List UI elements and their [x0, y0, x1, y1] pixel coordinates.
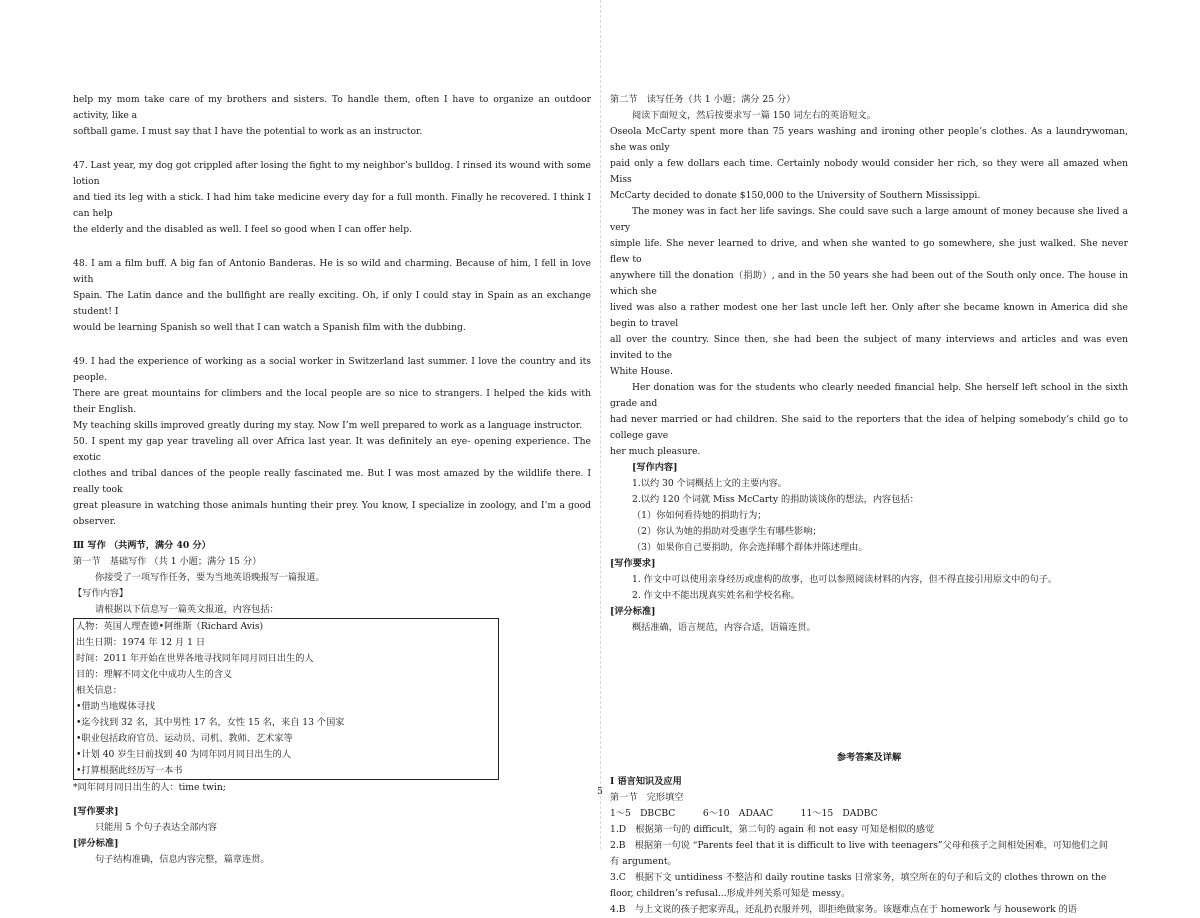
column-divider: [600, 0, 601, 849]
passage-line: had never married or had children. She said to the reporters that the idea of helping somebody’s child go to college gave: [610, 414, 1128, 441]
content-label: 【写作内容】: [73, 588, 129, 599]
passage-line: simple life. She never learned to drive, and when she wanted to go somewhere, she just walked. She never flew to: [610, 238, 1128, 265]
content-item: 1.以约 30 个词概括上文的主要内容。: [632, 478, 787, 489]
content-item: 2.以约 120 个词就 Miss McCarty 的捐助谈谈你的想法，内容包括：: [632, 494, 919, 505]
question-49-line: There are great mountains for climbers and the local people are so nice to strangers. I helped the kids with their English.: [73, 388, 591, 415]
passage-line: The money was in fact her life savings. She could save such a large amount of money because she lived a very: [610, 206, 1128, 233]
answer-explanation: 3.C 根据下文 untidiness 不整洁和 daily routine tasks 日常家务，填空所在的句子和后文的 clothes thrown on the: [610, 872, 1107, 883]
section2-heading: 第二节 读写任务（共 1 小题；满分 25 分）: [610, 94, 796, 105]
passage-line: anywhere till the donation（捐助）, and in the 50 years she had been out of the South only once. The house in which she: [610, 270, 1128, 297]
section1-heading: 第一节 基础写作 （共 1 小题；满分 15 分）: [73, 556, 262, 567]
requirements-item: 1. 作文中可以使用亲身经历或虚构的故事，也可以参照阅读材料的内容，但不得直接引用原文中的句子。: [632, 574, 1058, 585]
content-label: [写作内容]: [632, 462, 678, 473]
question-50-line: 50. I spent my gap year traveling all over Africa last year. It was definitely an eye- opening experience. The exotic: [73, 436, 591, 463]
question-50-line: clothes and tribal dances of the people really fascinated me. But I was most amazed by the wildlife there. I really took: [73, 468, 591, 495]
info-box-line: •迄今找到 32 名，其中男性 17 名，女性 15 名，来自 13 个国家: [76, 717, 345, 728]
info-box-line: 出生日期：1974 年 12 月 1 日: [76, 637, 206, 648]
info-box-line: •计划 40 岁生日前找到 40 为同年同月同日出生的人: [76, 749, 292, 760]
passage-line: paid only a few dollars each time. Certainly nobody would consider her rich, so they were all amazed when Miss: [610, 158, 1128, 185]
answers-section: I 语言知识及应用: [610, 776, 682, 787]
section1-task: 你接受了一项写作任务，要为当地英语晚报写一篇报道。: [95, 572, 325, 583]
requirements-label: [写作要求]: [73, 806, 119, 817]
section2-task: 阅读下面短文，然后按要求写一篇 150 词左右的英语短文。: [632, 110, 876, 121]
info-box-line: •职业包括政府官员、运动员、司机、教师、艺术家等: [76, 733, 293, 744]
question-48-line: Spain. The Latin dance and the bullfight are really exciting. Oh, if only I could stay in Spain as an exchange student! I: [73, 290, 591, 317]
question-49-line: 49. I had the experience of working as a social worker in Switzerland last summer. I love the country and its people.: [73, 356, 591, 383]
answer-explanation: 1.D 根据第一句的 difficult，第二句的 again 和 not easy 可知是相似的感觉: [610, 824, 935, 835]
scoring-label: [评分标准]: [610, 606, 656, 617]
content-subitem: （2）你认为她的捐助对受惠学生有哪些影响；: [632, 526, 822, 537]
passage-line: lived was also a rather modest one her last uncle left her. Only after she became known in America did she begin to travel: [610, 302, 1128, 329]
question-50-line: great pleasure in watching those animals hunting their prey. You know, I specialize in zoology, and I’m a good observer.: [73, 500, 591, 527]
scoring-text: 概括准确，语言规范，内容合适，语篇连贯。: [632, 622, 816, 633]
passage-line: her much pleasure.: [610, 446, 701, 457]
answer-keys: 1～5 DBCBC 6～10 ADAAC 11～15 DADBC: [610, 808, 878, 819]
content-subitem: （3）如果你自己要捐助，你会选择哪个群体并陈述理由。: [632, 542, 868, 553]
passage-line: McCarty decided to donate $150,000 to the University of Southern Mississippi.: [610, 190, 981, 201]
info-box-line: •借助当地媒体寻找: [76, 701, 155, 712]
requirements-label: [写作要求]: [610, 558, 656, 569]
info-box-line: 目的：理解不同文化中成功人生的含义: [76, 669, 233, 680]
passage-line: Her donation was for the students who clearly needed financial help. She herself left school in the sixth grade and: [610, 382, 1128, 409]
passage-line: all over the country. Since then, she had been the subject of many interviews and articles and was even invited to the: [610, 334, 1128, 361]
question-48-line: 48. I am a film buff. A big fan of Antonio Banderas. He is so wild and charming. Because of him, I fell in love with: [73, 258, 591, 285]
intro-line: softball game. I must say that I have the potential to work as an instructor.: [73, 126, 423, 137]
answer-explanation: 有 argument。: [610, 856, 677, 867]
left-column: [73, 92, 591, 868]
writing-heading: Ⅲ 写作 （共两节，满分 40 分）: [73, 540, 211, 551]
info-box: [73, 618, 499, 780]
content-subitem: （1）你如何看待她的捐助行为；: [632, 510, 767, 521]
answer-explanation: 2.B 根据第一句说 “Parents feel that it is difficult to live with teenagers”父母和孩子之间相处困难，可知他们之间: [610, 840, 1108, 851]
requirements-text: 只能用 5 个句子表达全部内容: [95, 822, 217, 833]
answer-explanation: floor, children’s refusal...形成并列关系可知是 messy。: [610, 888, 851, 899]
question-47-line: the elderly and the disabled as well. I feel so good when I can offer help.: [73, 224, 413, 235]
answers-title: 参考答案及详解: [836, 752, 902, 763]
info-box-line: •打算根据此经历写一本书: [76, 765, 183, 776]
info-box-line: 时间：2011 年开始在世界各地寻找同年同月同日出生的人: [76, 653, 314, 664]
passage-line: Oseola McCarty spent more than 75 years washing and ironing other people’s clothes. As a laundrywoman, she was only: [610, 126, 1128, 153]
page-number: 5: [597, 787, 603, 797]
answer-explanation: 4.B 与上文说的孩子把家弄乱，还乱扔衣服并列，即拒绝做家务。该题难点在于 homework 与 housework 的语: [610, 904, 1077, 915]
passage-line: White House.: [610, 366, 673, 377]
scoring-label: [评分标准]: [73, 838, 119, 849]
content-intro: 请根据以下信息写一篇英文报道，内容包括：: [95, 604, 279, 615]
question-47-line: and tied its leg with a stick. I had him take medicine every day for a full month. Finally he recovered. I think I can help: [73, 192, 591, 219]
answers-subsection: 第一节 完形填空: [610, 792, 684, 803]
intro-line: help my mom take care of my brothers and sisters. To handle them, often I have to organize an outdoor activity, like a: [73, 94, 591, 121]
scoring-text: 句子结构准确，信息内容完整，篇章连贯。: [95, 854, 270, 865]
question-49-line: My teaching skills improved greatly during my stay. Now I’m well prepared to work as a language instructor.: [73, 420, 583, 431]
question-47-line: 47. Last year, my dog got crippled after losing the fight to my neighbor’s bulldog. I rinsed its wound with some lotion: [73, 160, 591, 187]
requirements-item: 2. 作文中不能出现真实姓名和学校名称。: [632, 590, 800, 601]
info-box-line: 人物：英国人理查德•阿维斯（Richard Avis): [76, 621, 264, 632]
time-twin-note: *同年同月同日出生的人：time twin;: [73, 782, 226, 793]
question-48-line: would be learning Spanish so well that I can watch a Spanish film with the dubbing.: [73, 322, 466, 333]
info-box-line: 相关信息：: [76, 685, 122, 696]
